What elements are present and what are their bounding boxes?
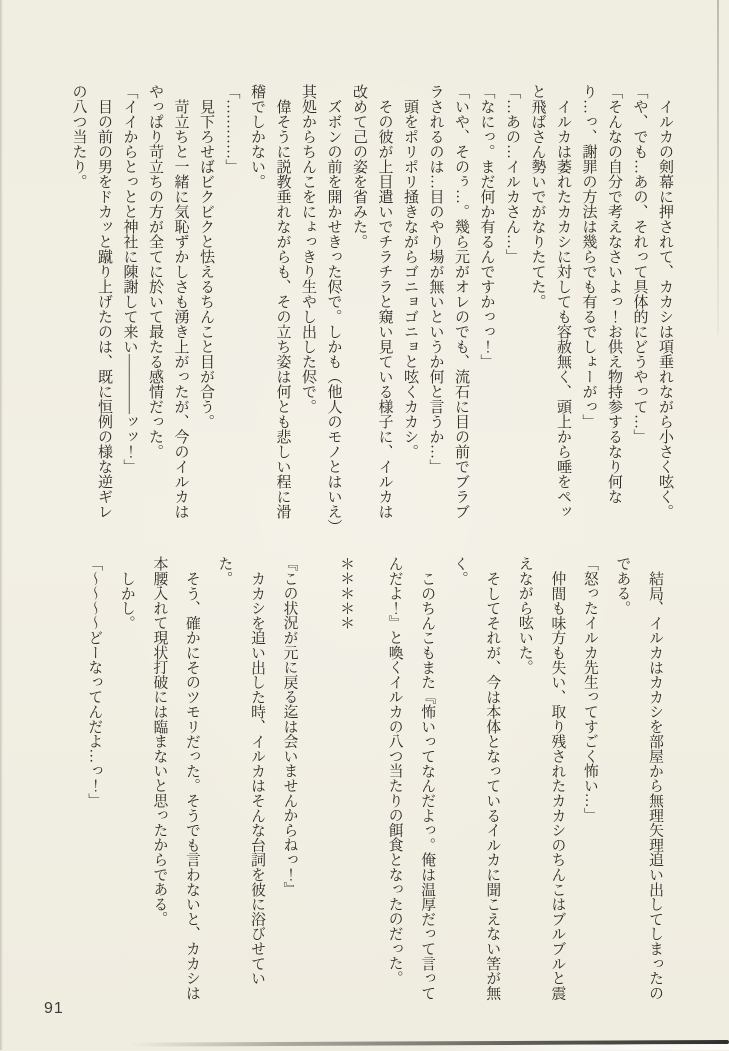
- story-paragraph: 「…あの…イルカさん…」: [504, 84, 520, 264]
- story-paragraph: そしてそれが、今は本体となっているイルカに聞こえない筈が無く。: [451, 556, 501, 1000]
- story-paragraph: イルカの剣幕に押されて、カカシは項垂れながら小さく呟く。: [657, 99, 673, 519]
- story-paragraph: 「…………」: [223, 84, 240, 174]
- story-paragraph: 目の前の男をドカッと蹴り上げたのは、既に恒例の様な逆ギレの八つ当たり。: [70, 84, 112, 519]
- scene-separator: ＊＊＊＊＊: [338, 556, 355, 630]
- story-text-block-top: [45, 84, 677, 531]
- story-paragraph: そう、確かにそのツモリだった。そうでも言わないと、カカシは本腰入れて現状打破には臨まないと思ったからである。: [151, 556, 200, 1000]
- story-paragraph: 「〜〜〜〜どーなってんだよ…っ！」: [86, 556, 103, 808]
- story-paragraph: 偉そうに説教垂れながらも、その立ち姿は何とも悲しい程に滑稽でしかない。: [249, 84, 291, 519]
- story-paragraph: 「イイからとっとと神社に陳謝して来い――――ッッ！」: [121, 84, 138, 474]
- story-paragraph: その彼が上目遣いでチラチラと窺い見ている様子に、イルカは改めて己の姿を省みた。: [351, 84, 393, 519]
- page-number: 91: [44, 1000, 64, 1017]
- story-paragraph: カカシを追い出した時、イルカはそんな台詞を彼に浴びせていた。: [216, 556, 265, 986]
- story-paragraph: このちんこもまた『怖いってなんだよっ。俺は温厚だって言ってんだよ！』と喚くイルカの八つ当たりの餌食となったのだった。: [386, 556, 436, 1000]
- story-paragraph: 結局、イルカはカカシを部屋から無理矢理追い出してしまったのである。: [614, 556, 663, 1000]
- story-paragraph: 頭をポリポリ掻きながらゴニョゴニョと呟くカカシ。: [402, 99, 418, 459]
- story-paragraph: 「なにっ。まだ何か有るんですかっっ！」: [478, 84, 495, 369]
- story-paragraph: 「や、でも…あの、それって具体的にどうやって…」: [631, 84, 648, 444]
- story-paragraph: 「怒ったイルカ先生ってすごく怖い…」: [581, 556, 598, 823]
- story-paragraph: 「そんなの自分で考えなさいよっ！お供え物持参するなり何なり…っ、謝罪の方法は幾らでも有るでしょーがっ」: [580, 84, 622, 504]
- story-paragraph: 苛立ちと一緒に気恥ずかしさも湧き上がったが、今のイルカはやっぱり苛立ちの方が全てに於いて最たる感情だった。: [147, 84, 189, 519]
- story-paragraph: しかし。: [118, 570, 135, 630]
- story-paragraph: 『この状況が元に戻る迄は会いませんからねっ！』: [281, 556, 298, 897]
- scan-edge-left-shadow: [0, 0, 3, 1050]
- story-paragraph: ズボンの前を開かせきった侭で。しかも（他人のモノとはいえ）其処からちんこをにょっきり生やし出した侭で。: [300, 84, 342, 527]
- story-paragraph: 「いや、そのぅ…。幾ら元がオレのでも、流石に目の前でブラブラされるのは…目のやり場が無いというか何と言うか…」: [427, 84, 469, 519]
- scan-edge-right-line: [717, 0, 719, 335]
- story-paragraph: 仲間も味方も失い、取り残されたカカシのちんこはブルブルと震えながら呟いた。: [516, 556, 566, 1000]
- story-paragraph: イルカは萎れたカカシに対しても容赦無く、頭上から唾をペッと飛ばさん勢いでがなりたてた。: [529, 84, 571, 519]
- story-paragraph: 見下ろせばビクビクと怯えるちんこと目が合う。: [198, 99, 214, 429]
- story-text-block-bottom: [53, 556, 671, 1004]
